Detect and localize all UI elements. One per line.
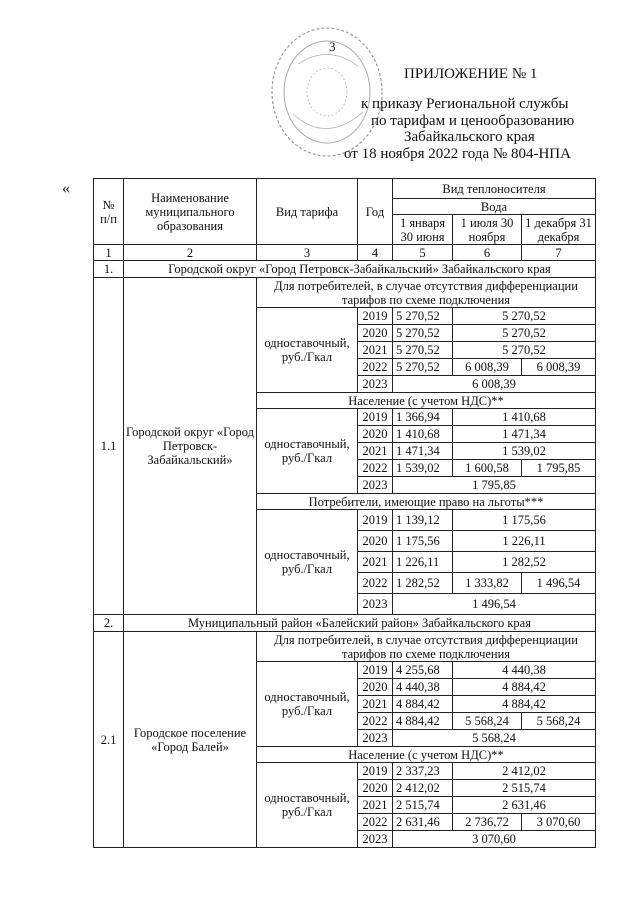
- value-period-2-3: 5 270,52: [453, 325, 596, 342]
- tariff-type: одноставочный, руб./Гкал: [257, 510, 358, 615]
- value-period-1: 4 884,42: [393, 713, 453, 730]
- group-label: Население (с учетом НДС)**: [257, 393, 596, 409]
- year-cell: 2020: [358, 325, 393, 342]
- value-period-1: 2 515,74: [393, 797, 453, 814]
- year-cell: 2023: [358, 594, 393, 615]
- value-period-1: 2 631,46: [393, 814, 453, 831]
- header-year: Год: [358, 179, 393, 245]
- year-cell: 2023: [358, 730, 393, 747]
- year-cell: 2019: [358, 662, 393, 679]
- year-cell: 2021: [358, 696, 393, 713]
- value-period-1: 4 884,42: [393, 696, 453, 713]
- year-cell: 2022: [358, 713, 393, 730]
- group-label: Для потребителей, в случае отсутствия дифференциации тарифов по схеме подключения: [257, 278, 596, 308]
- year-cell: 2019: [358, 510, 393, 531]
- tariff-type: одноставочный, руб./Гкал: [257, 662, 358, 747]
- value-whole-year: 6 008,39: [393, 376, 596, 393]
- value-period-2: 1 600,58: [453, 460, 522, 477]
- value-period-3: 1 496,54: [522, 573, 596, 594]
- opening-quote: «: [62, 180, 70, 197]
- value-whole-year: 3 070,60: [393, 831, 596, 848]
- year-cell: 2021: [358, 797, 393, 814]
- order-date-number: от 18 ноября 2022 года № 804-НПА: [344, 146, 571, 162]
- value-period-3: 1 795,85: [522, 460, 596, 477]
- sub-number: 1.1: [94, 278, 124, 615]
- column-number: 5: [393, 245, 453, 261]
- year-cell: 2020: [358, 426, 393, 443]
- value-period-2-3: 1 282,52: [453, 552, 596, 573]
- group-label: Население (с учетом НДС)**: [257, 747, 596, 763]
- order-line-1: к приказу Региональной службы: [361, 96, 569, 112]
- column-number: 6: [453, 245, 522, 261]
- section-title: Муниципальный район «Балейский район» Забайкальского края: [124, 615, 596, 632]
- year-cell: 2019: [358, 409, 393, 426]
- value-period-1: 1 410,68: [393, 426, 453, 443]
- value-period-1: 2 412,02: [393, 780, 453, 797]
- order-line-3: Забайкальского края: [404, 129, 535, 145]
- year-cell: 2022: [358, 814, 393, 831]
- section-number: 1.: [94, 261, 124, 278]
- value-whole-year: 5 568,24: [393, 730, 596, 747]
- value-period-2-3: 2 412,02: [453, 763, 596, 780]
- value-period-2-3: 2 631,46: [453, 797, 596, 814]
- header-period-3: 1 декабря 31 декабря: [522, 215, 596, 245]
- header-tariff-type: Вид тарифа: [257, 179, 358, 245]
- tariff-type: одноставочный, руб./Гкал: [257, 763, 358, 848]
- column-number-row: [94, 245, 596, 261]
- section-row: [94, 615, 596, 632]
- value-period-3: 5 568,24: [522, 713, 596, 730]
- value-period-2-3: 2 515,74: [453, 780, 596, 797]
- value-period-1: 5 270,52: [393, 325, 453, 342]
- year-cell: 2020: [358, 531, 393, 552]
- value-period-2-3: 4 884,42: [453, 679, 596, 696]
- municipality-name: Городской округ «Город Петровск-Забайкальский»: [124, 278, 257, 615]
- value-period-2-3: 5 270,52: [453, 308, 596, 325]
- year-cell: 2022: [358, 460, 393, 477]
- group-label: Потребители, имеющие право на льготы***: [257, 494, 596, 510]
- value-period-1: 5 270,52: [393, 359, 453, 376]
- value-period-2-3: 1 410,68: [453, 409, 596, 426]
- value-period-2: 5 568,24: [453, 713, 522, 730]
- appendix-title: ПРИЛОЖЕНИЕ № 1: [404, 66, 538, 82]
- header-municipality: Наименование муниципального образования: [124, 179, 257, 245]
- sub-number: 2.1: [94, 632, 124, 848]
- year-cell: 2022: [358, 359, 393, 376]
- value-period-1: 2 337,23: [393, 763, 453, 780]
- value-period-2-3: 4 440,38: [453, 662, 596, 679]
- header-water: Вода: [393, 199, 596, 215]
- section-number: 2.: [94, 615, 124, 632]
- year-cell: 2021: [358, 552, 393, 573]
- value-period-2-3: 1 539,02: [453, 443, 596, 460]
- year-cell: 2020: [358, 679, 393, 696]
- value-period-1: 4 440,38: [393, 679, 453, 696]
- value-period-1: 1 282,52: [393, 573, 453, 594]
- value-period-1: 5 270,52: [393, 308, 453, 325]
- year-cell: 2021: [358, 443, 393, 460]
- tariff-table: [93, 178, 596, 848]
- official-seal: [268, 24, 386, 160]
- value-period-2-3: 1 175,56: [453, 510, 596, 531]
- value-period-3: 6 008,39: [522, 359, 596, 376]
- value-period-2-3: 4 884,42: [453, 696, 596, 713]
- page-number: 3: [329, 39, 336, 54]
- value-period-1: 1 175,56: [393, 531, 453, 552]
- value-period-2: 2 736,72: [453, 814, 522, 831]
- header-heat-carrier: Вид теплоносителя: [393, 179, 596, 199]
- year-cell: 2023: [358, 831, 393, 848]
- year-cell: 2023: [358, 477, 393, 494]
- value-period-1: 1 471,34: [393, 443, 453, 460]
- value-whole-year: 1 795,85: [393, 477, 596, 494]
- column-number: 3: [257, 245, 358, 261]
- section-title: Городской округ «Город Петровск-Забайкальский» Забайкальского края: [124, 261, 596, 278]
- header-row: [94, 179, 596, 199]
- value-period-1: 4 255,68: [393, 662, 453, 679]
- section-row: [94, 261, 596, 278]
- group-label-row: [94, 632, 596, 662]
- value-period-1: 1 139,12: [393, 510, 453, 531]
- year-cell: 2023: [358, 376, 393, 393]
- year-cell: 2020: [358, 780, 393, 797]
- column-number: 2: [124, 245, 257, 261]
- value-period-1: 1 539,02: [393, 460, 453, 477]
- value-period-1: 5 270,52: [393, 342, 453, 359]
- value-period-2-3: 1 226,11: [453, 531, 596, 552]
- year-cell: 2019: [358, 308, 393, 325]
- group-label-row: [94, 278, 596, 308]
- column-number: 4: [358, 245, 393, 261]
- order-line-2: по тарифам и ценообразованию: [371, 113, 575, 129]
- value-period-2: 6 008,39: [453, 359, 522, 376]
- group-label: Для потребителей, в случае отсутствия дифференциации тарифов по схеме подключения: [257, 632, 596, 662]
- value-period-3: 3 070,60: [522, 814, 596, 831]
- municipality-name: Городское поселение «Город Балей»: [124, 632, 257, 848]
- tariff-type: одноставочный, руб./Гкал: [257, 409, 358, 494]
- year-cell: 2022: [358, 573, 393, 594]
- value-period-1: 1 366,94: [393, 409, 453, 426]
- value-period-2-3: 5 270,52: [453, 342, 596, 359]
- header-period-1: 1 января 30 июня: [393, 215, 453, 245]
- column-number: 7: [522, 245, 596, 261]
- value-period-2: 1 333,82: [453, 573, 522, 594]
- value-whole-year: 1 496,54: [393, 594, 596, 615]
- column-number: 1: [94, 245, 124, 261]
- header-period-2: 1 июля 30 ноября: [453, 215, 522, 245]
- header-number: № п/п: [94, 179, 124, 245]
- tariff-type: одноставочный, руб./Гкал: [257, 308, 358, 393]
- value-period-2-3: 1 471,34: [453, 426, 596, 443]
- year-cell: 2019: [358, 763, 393, 780]
- year-cell: 2021: [358, 342, 393, 359]
- value-period-1: 1 226,11: [393, 552, 453, 573]
